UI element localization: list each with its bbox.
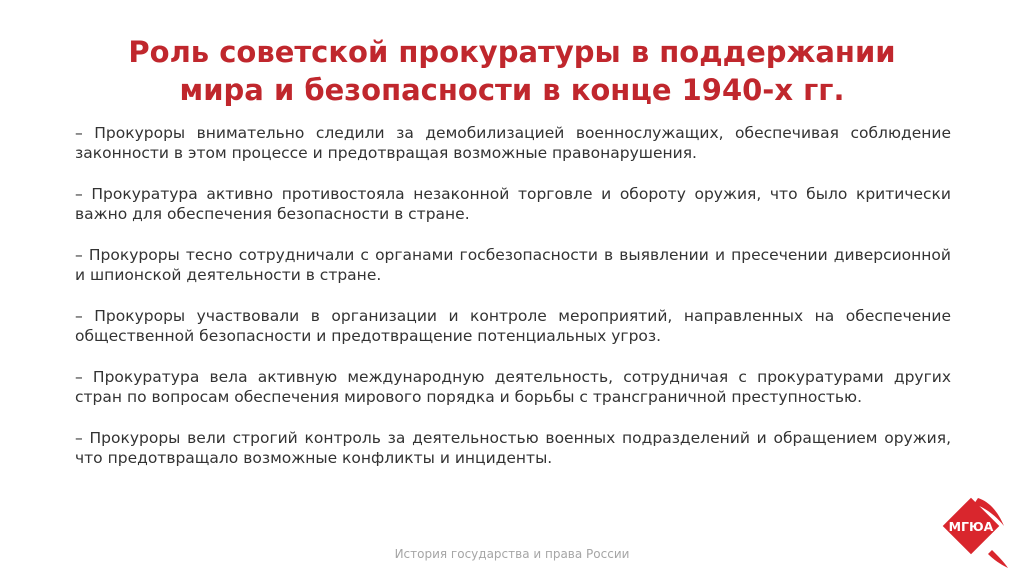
bullet-paragraph-4: – Прокуроры участвовали в организации и контроле мероприятий, направленных на обеспечение общественной безопасности и предотвращение потенциальных угроз. [75,307,951,345]
bullet-paragraph-1: – Прокуроры внимательно следили за демобилизацией военнослужащих, обеспечивая соблюдение законности в этом процессе и предотвращая возможные правонарушения. [75,124,951,162]
slide-footer: История государства и права России [394,547,630,561]
slide-title-line-1: Роль советской прокуратуры в поддержании [128,35,896,69]
mgua-logo [934,492,1012,570]
slide-title [90,33,934,109]
slide-body [75,123,951,489]
bullet-paragraph-6: – Прокуроры вели строгий контроль за деятельностью военных подразделений и обращением оружия, что предотвращало возможные конфликты и инциденты. [75,429,951,467]
slide-title-line-2: мира и безопасности в конце 1940-х гг. [179,73,845,107]
bullet-paragraph-3: – Прокуроры тесно сотрудничали с органами госбезопасности в выявлении и пресечении диверсионной и шпионской деятельности в стране. [75,246,951,284]
logo-text: МГЮА [948,519,994,534]
bullet-paragraph-2: – Прокуратура активно противостояла незаконной торговле и обороту оружия, что было критически важно для обеспечения безопасности в стране. [75,185,951,223]
bullet-paragraph-5: – Прокуратура вела активную международную деятельность, сотрудничая с прокуратурами других стран по вопросам обеспечения мирового порядка и борьбы с трансграничной преступностью. [75,368,951,406]
